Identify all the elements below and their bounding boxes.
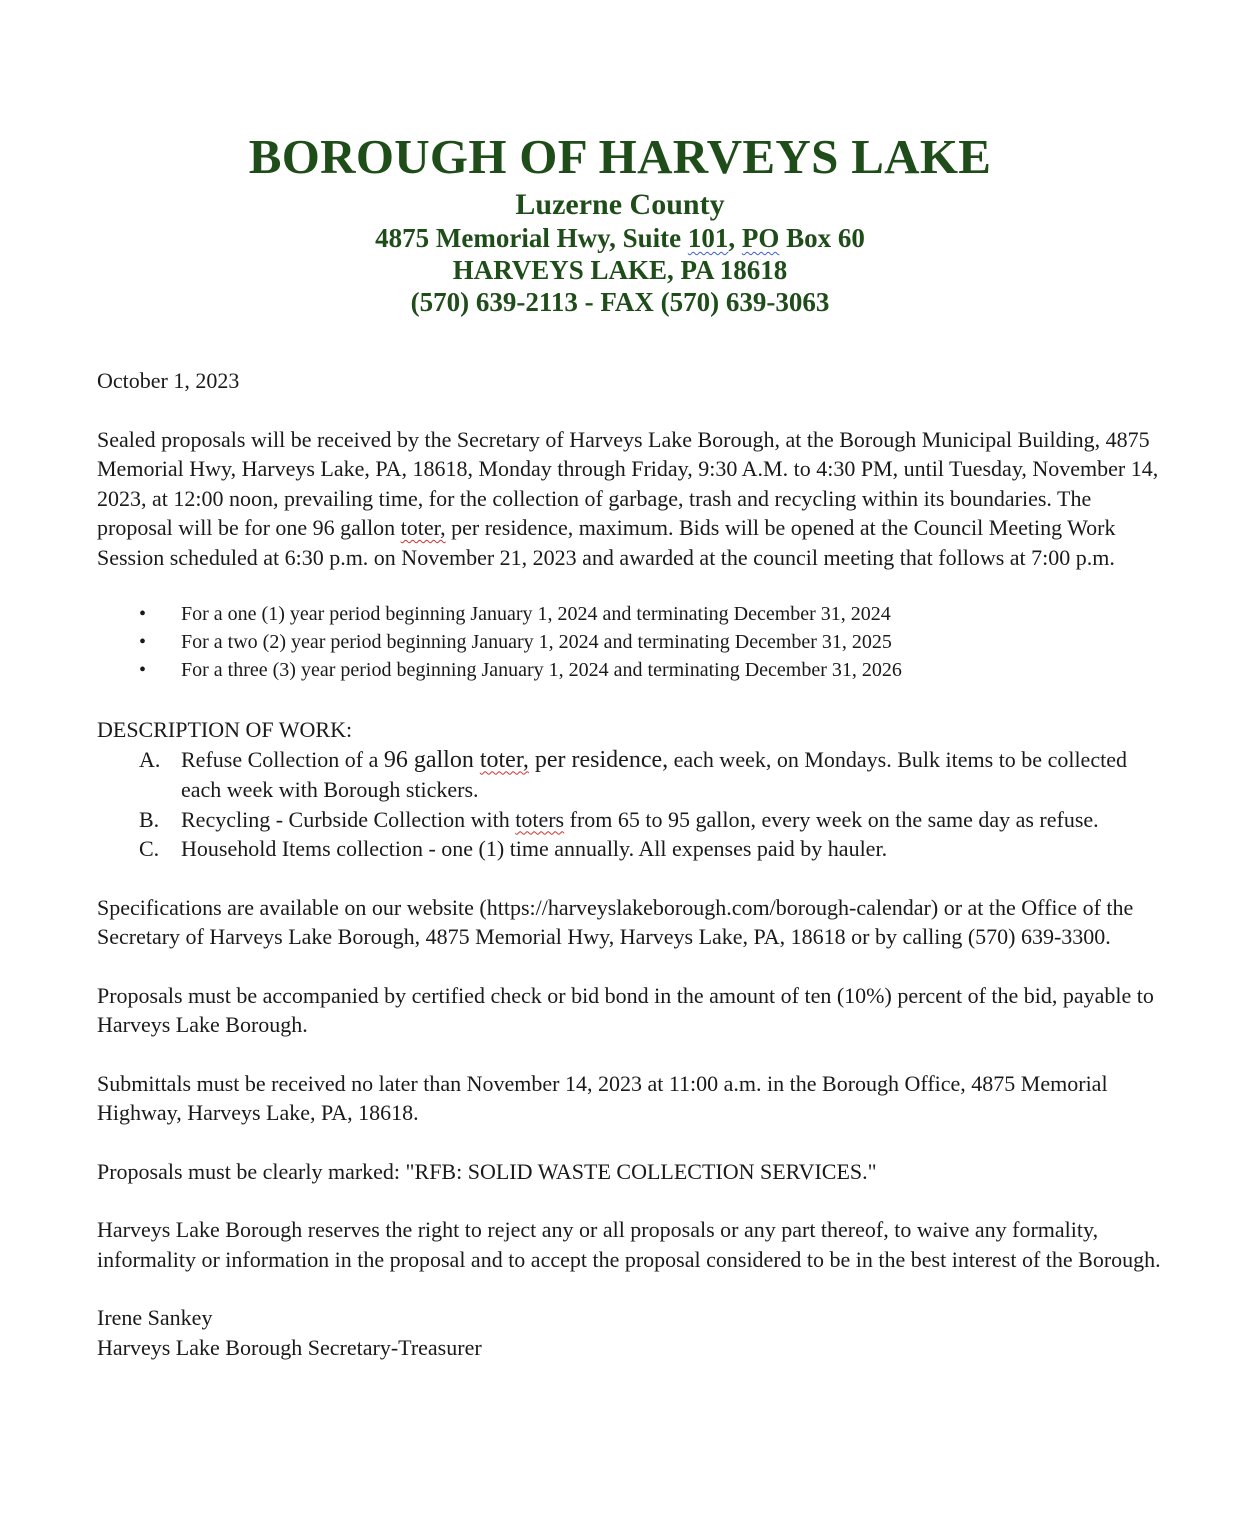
borough-title: BOROUGH OF HARVEYS LAKE [248, 129, 992, 184]
work-items-list [97, 745, 1172, 864]
refuse-toter-word: toter, [479, 746, 529, 773]
address-comma: , [728, 223, 742, 253]
address-part-2: Box 60 [779, 223, 865, 253]
bid-bond-paragraph: Proposals must be accompanied by certified check or bid bond in the amount of ten (10%) percent of the bid, payable to Harveys Lake Borough. [97, 982, 1154, 1037]
work-item-marker: C. [139, 836, 160, 861]
bullet-icon: • [139, 603, 147, 625]
address-suite-number: 101 [687, 223, 729, 253]
signatory-title: Harveys Lake Borough Secretary-Treasurer [97, 1334, 482, 1360]
recycling-toters-word: toters [515, 806, 565, 832]
city-state-zip: HARVEYS LAKE, PA 18618 [452, 255, 788, 285]
letterhead [0, 128, 1240, 318]
county-name: Luzerne County [515, 188, 725, 221]
intro-text-1: Sealed proposals will be received by the Secretary of Harveys Lake Borough, at the Borough Municipal Building, 4875 Memorial Hwy, Harveys Lake, PA, 18618, Monday through Friday, 9:30 A.M. to 4:30 PM, until Tuesday, November 14, 2023, at 12:00 noon, prevailing time, for the collection of garbage, trash and recycling within its boundaries. The proposal will be for one 96 gallon [97, 426, 1159, 540]
address-part-1: 4875 Memorial Hwy, Suite [375, 223, 688, 253]
intro-paragraph [97, 425, 1172, 573]
marking-paragraph: Proposals must be clearly marked: "RFB: SOLID WASTE COLLECTION SERVICES." [97, 1158, 877, 1184]
work-item-marker: A. [139, 746, 161, 772]
contract-period-text: For a two (2) year period beginning January 1, 2024 and terminating December 31, 2025 [181, 631, 892, 653]
specifications-paragraph: Specifications are available on our website (https://harveyslakeborough.com/borough-calendar) or at the Office of the Secretary of Harveys Lake Borough, 4875 Memorial Hwy, Harveys Lake, PA, 18618 or by calling (570) 639-3300. [97, 894, 1134, 949]
work-item-household: C. Household Items collection - one (1) time annually. All expenses paid by hauler. [97, 834, 1172, 864]
submittals-paragraph: Submittals must be received no later than November 14, 2023 at 11:00 a.m. in the Borough Office, 4875 Memorial Highway, Harveys Lake, PA, 18618. [97, 1070, 1108, 1125]
contract-period-item [97, 628, 1172, 656]
contract-period-item [97, 600, 1172, 628]
reservation-paragraph: Harveys Lake Borough reserves the right to reject any or all proposals or any part thereof, to waive any formality, informality or information in the proposal and to accept the proposal considered to be in the best interest of the Borough. [97, 1217, 1161, 1272]
work-item-refuse: A. Refuse Collection of a 96 gallon toter, per residence, each week, on Mondays. Bulk items to be collected each week with Borough stickers. [139, 746, 1127, 802]
letter-body [97, 366, 1172, 1362]
work-item-marker: B. [139, 806, 160, 832]
letter-date: October 1, 2023 [97, 368, 240, 393]
contract-periods-list [97, 600, 1172, 684]
intro-toter-word: toter, [400, 515, 446, 540]
contract-period-item [97, 656, 1172, 684]
phone-fax: (570) 639-2113 - FAX (570) 639-3063 [410, 287, 830, 317]
contract-period-text: For a three (3) year period beginning January 1, 2024 and terminating December 31, 2026 [181, 659, 902, 681]
contract-period-text: For a one (1) year period beginning January 1, 2024 and terminating December 31, 2024 [181, 603, 891, 625]
bullet-icon: • [139, 659, 147, 681]
signatory-name: Irene Sankey [97, 1305, 213, 1330]
work-description-heading: DESCRIPTION OF WORK: [97, 717, 353, 742]
address-po: PO [741, 223, 780, 253]
intro-text-2: per residence, maximum. Bids will be opened at the Council Meeting Work Session scheduled at 6:30 p.m. on November 21, 2023 and awarded at the council meeting that follows at 7:00 p.m. [97, 515, 1116, 570]
street-address [0, 222, 1240, 254]
work-item-recycling: B. Recycling - Curbside Collection with toters from 65 to 95 gallon, every week on the same day as refuse. [97, 805, 1172, 835]
bullet-icon: • [139, 631, 147, 653]
